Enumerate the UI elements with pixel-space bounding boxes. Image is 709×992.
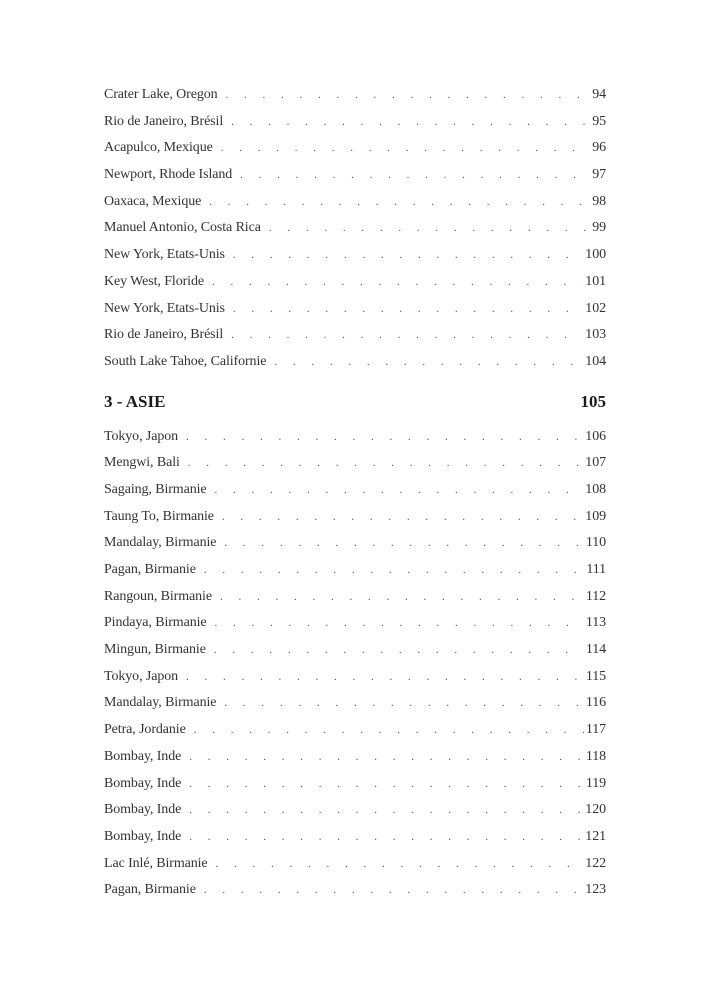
dot-leader [189, 746, 584, 768]
toc-entry [104, 217, 606, 244]
toc-entry [104, 506, 606, 533]
dot-leader [189, 799, 583, 821]
toc-entry [104, 746, 606, 773]
dot-leader [231, 324, 583, 346]
dot-leader [216, 853, 584, 875]
toc-entry-page-number: 97 [592, 167, 606, 183]
toc-entry-title: Mingun, Birmanie [104, 642, 206, 658]
toc-entry-title: Pagan, Birmanie [104, 562, 196, 577]
dot-leader [224, 692, 583, 714]
toc-entry-page-number: 116 [585, 695, 606, 711]
toc-entry-page-number: 96 [592, 140, 606, 156]
toc-entry-title: Bombay, Inde [104, 802, 182, 818]
toc-entry-page-number: 123 [585, 882, 606, 898]
toc-entry-page-number: 115 [585, 668, 606, 684]
dot-leader [240, 164, 590, 186]
section-page-number: 105 [580, 391, 606, 411]
toc-entry-title: Tokyo, Japon [104, 428, 179, 444]
toc-entry-page-number: 100 [585, 247, 606, 263]
toc-entry [104, 559, 606, 586]
toc-entry-page-number: 119 [585, 775, 606, 791]
toc-entry-title: Petra, Jordanie [104, 722, 186, 738]
toc-entry-title: Bombay, Inde [104, 828, 182, 844]
toc-entry-page-number: 114 [585, 642, 606, 658]
dot-leader [186, 666, 584, 688]
toc-entry [104, 164, 606, 191]
toc-entry-page-number: 94 [592, 87, 606, 102]
toc-entry-title: Key West, Floride [104, 273, 204, 289]
toc-entry-title: Rio de Janeiro, Brésil [104, 113, 224, 129]
dot-leader [189, 773, 584, 795]
toc-entry-page-number: 109 [585, 508, 606, 524]
toc-entry-title: Rio de Janeiro, Brésil [104, 327, 224, 343]
toc-list-before [104, 84, 606, 378]
dot-leader [233, 298, 583, 320]
toc-entry [104, 773, 606, 800]
toc-entry [104, 137, 606, 164]
toc-entry [104, 84, 606, 111]
toc-entry-title: New York, Etats-Unis [104, 247, 225, 263]
toc-entry [104, 452, 606, 479]
toc-entry-page-number: 113 [585, 615, 606, 631]
toc-entry [104, 191, 606, 218]
toc-entry-title: Bombay, Inde [104, 748, 182, 764]
toc-list-after [104, 426, 606, 906]
dot-leader [269, 217, 590, 239]
dot-leader [215, 479, 584, 501]
toc-entry [104, 719, 606, 746]
toc-entry-page-number: 95 [592, 113, 606, 129]
toc-entry-page-number: 104 [585, 353, 606, 369]
toc-entry-page-number: 117 [585, 722, 606, 738]
toc-entry-title: Mandalay, Birmanie [104, 535, 217, 551]
toc-entry-page-number: 98 [592, 193, 606, 209]
toc-entry-title: New York, Etats-Unis [104, 300, 225, 316]
toc-entry-title: Mengwi, Bali [104, 455, 180, 471]
dot-leader [204, 559, 585, 581]
toc-entry-title: Acapulco, Mexique [104, 140, 213, 156]
toc-entry-page-number: 106 [585, 428, 606, 444]
toc-entry-title: Newport, Rhode Island [104, 167, 233, 183]
toc-entry-title: Mandalay, Birmanie [104, 695, 217, 711]
dot-leader [224, 532, 583, 554]
toc-entry-page-number: 111 [586, 562, 606, 577]
toc-entry [104, 666, 606, 693]
toc-entry [104, 271, 606, 298]
toc-entry-page-number: 121 [585, 828, 606, 844]
toc-entry [104, 426, 606, 453]
dot-leader [220, 586, 584, 608]
dot-leader [204, 879, 583, 901]
dot-leader [226, 84, 591, 106]
toc-entry [104, 298, 606, 325]
toc-entry-page-number: 102 [585, 300, 606, 316]
toc-entry [104, 351, 606, 378]
dot-leader [186, 426, 583, 448]
toc-entry [104, 826, 606, 853]
toc-entry-page-number: 110 [585, 535, 606, 551]
toc-entry-page-number: 108 [585, 481, 606, 497]
dot-leader [215, 612, 584, 634]
toc-entry-page-number: 118 [585, 748, 606, 764]
toc-entry-title: Oaxaca, Mexique [104, 193, 202, 209]
toc-entry [104, 324, 606, 351]
toc-entry [104, 612, 606, 639]
section-title: 3 - ASIE [104, 391, 166, 411]
dot-leader [214, 639, 584, 661]
toc-entry-page-number: 122 [585, 855, 606, 871]
section-heading [104, 392, 606, 418]
toc-entry [104, 586, 606, 613]
toc-entry-title: Lac Inlé, Birmanie [104, 855, 208, 871]
toc-entry-title: Tokyo, Japon [104, 668, 179, 684]
toc-entry-title: Sagaing, Birmanie [104, 481, 207, 497]
toc-entry-title: Pagan, Birmanie [104, 882, 196, 898]
dot-leader [212, 271, 583, 293]
dot-leader [231, 111, 590, 133]
toc-entry-title: Bombay, Inde [104, 775, 182, 791]
toc-entry-title: Manuel Antonio, Costa Rica [104, 220, 261, 236]
toc-entry-title: South Lake Tahoe, Californie [104, 353, 267, 369]
toc-entry-title: Pindaya, Birmanie [104, 615, 207, 631]
toc-entry [104, 692, 606, 719]
dot-leader [188, 452, 584, 474]
toc-entry [104, 853, 606, 880]
toc-entry [104, 639, 606, 666]
toc-entry-page-number: 120 [585, 802, 606, 818]
toc-entry [104, 244, 606, 271]
toc-entry-page-number: 107 [585, 455, 606, 471]
toc-entry [104, 479, 606, 506]
dot-leader [233, 244, 583, 266]
toc-entry-page-number: 99 [592, 220, 606, 236]
dot-leader [189, 826, 583, 848]
dot-leader [274, 351, 583, 373]
toc-entry [104, 532, 606, 559]
dot-leader [222, 506, 583, 528]
toc-entry [104, 879, 606, 906]
dot-leader [209, 191, 590, 213]
dot-leader [194, 719, 584, 741]
toc-entry-title: Crater Lake, Oregon [104, 87, 218, 102]
toc-entry [104, 111, 606, 138]
table-of-contents [104, 84, 606, 906]
toc-entry-title: Rangoun, Birmanie [104, 588, 212, 604]
toc-entry-page-number: 112 [585, 588, 606, 604]
toc-entry [104, 799, 606, 826]
toc-entry-title: Taung To, Birmanie [104, 508, 214, 524]
toc-entry-page-number: 101 [585, 273, 606, 289]
toc-entry-page-number: 103 [585, 327, 606, 343]
dot-leader [221, 137, 590, 159]
